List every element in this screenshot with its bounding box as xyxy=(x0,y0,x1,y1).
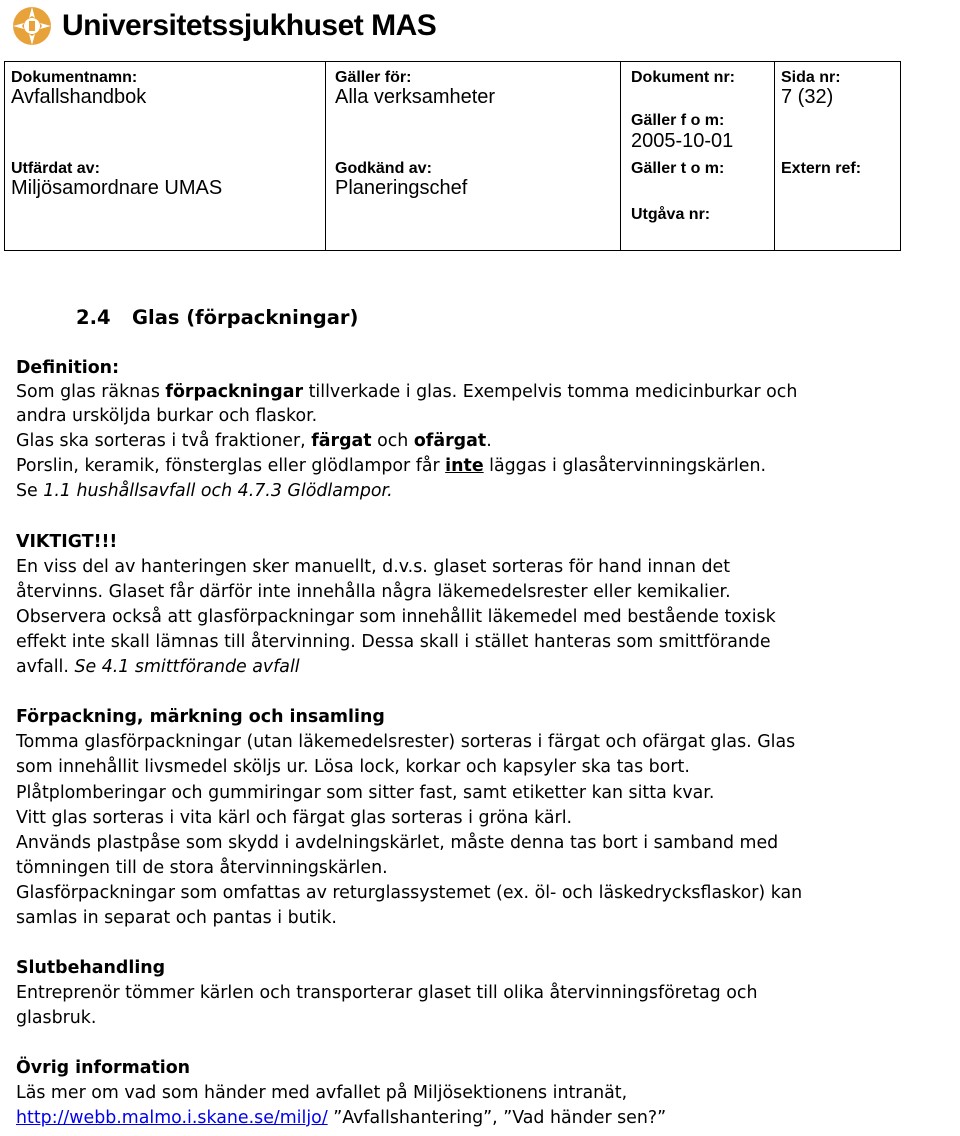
approved-by-label: Godkänd av: xyxy=(335,160,432,177)
final-line-2: glasbruk. xyxy=(16,1008,97,1028)
definition-heading: Definition: xyxy=(16,358,120,378)
definition-line-4: Porslin, keramik, fönsterglas eller glödlampor får inte läggas i glasåtervinningskärlen. xyxy=(16,456,767,476)
definition-line-3: Glas ska sorteras i två fraktioner, färgat och ofärgat. xyxy=(16,431,492,451)
valid-from-label: Gäller f o m: xyxy=(631,112,725,129)
other-heading: Övrig information xyxy=(16,1058,191,1078)
applies-to-label: Gäller för: xyxy=(335,69,412,86)
packaging-line-4: Vitt glas sorteras i vita kärl och färgat glas sorteras i gröna kärl. xyxy=(16,808,573,828)
packaging-line-6: tömningen till de stora återvinningskärlen. xyxy=(16,858,388,878)
valid-to-label: Gäller t o m: xyxy=(631,160,725,177)
applies-to-value: Alla verksamheter xyxy=(335,86,496,108)
other-line-2: http://webb.malmo.i.skane.se/miljo/ ”Avfallshantering”, ”Vad händer sen?” xyxy=(16,1108,667,1128)
packaging-line-7: Glasförpackningar som omfattas av returglassystemet (ex. öl- och läskedrycksflaskor) kan xyxy=(16,883,803,903)
page-value: 7 (32) xyxy=(781,86,834,108)
section-number: 2.4 xyxy=(76,306,111,329)
edition-label: Utgåva nr: xyxy=(631,206,711,223)
doc-no-label: Dokument nr: xyxy=(631,69,735,86)
packaging-line-8: samlas in separat och pantas i butik. xyxy=(16,908,337,928)
ext-ref-label: Extern ref: xyxy=(781,160,862,177)
important-line-5: avfall. Se 4.1 smittförande avfall xyxy=(16,657,300,677)
important-line-3: Observera också att glasförpackningar som innehållit läkemedel med bestående toxisk xyxy=(16,607,776,627)
issued-by-value: Miljösamordnare UMAS xyxy=(11,177,223,199)
definition-line-5: Se 1.1 hushållsavfall och 4.7.3 Glödlampor. xyxy=(16,481,393,501)
doc-name-value: Avfallshandbok xyxy=(11,86,147,108)
logo-emblem-icon xyxy=(10,4,54,48)
important-line-4: effekt inte skall lämnas till återvinning. Dessa skall i stället hanteras som smittförande xyxy=(16,632,771,652)
final-heading: Slutbehandling xyxy=(16,958,166,978)
final-line-1: Entreprenör tömmer kärlen och transporterar glaset till olika återvinningsföretag och xyxy=(16,983,758,1003)
definition-line-1: Som glas räknas förpackningar tillverkade i glas. Exempelvis tomma medicinburkar och xyxy=(16,382,798,402)
miljo-intranet-link[interactable]: http://webb.malmo.i.skane.se/miljo/ xyxy=(16,1108,328,1128)
approved-by-value: Planeringschef xyxy=(335,177,468,199)
important-line-1: En viss del av hanteringen sker manuellt, d.v.s. glaset sorteras för hand innan det xyxy=(16,557,731,577)
important-line-2: återvinns. Glaset får därför inte innehålla några läkemedelsrester eller kemikalier. xyxy=(16,582,731,602)
section-title xyxy=(76,306,358,329)
other-line-1: Läs mer om vad som händer med avfallet på Miljösektionens intranät, xyxy=(16,1083,628,1103)
hospital-logo xyxy=(10,4,436,48)
document-header-table xyxy=(4,61,901,251)
packaging-line-5: Används plastpåse som skydd i avdelningskärlet, måste denna tas bort i samband med xyxy=(16,833,779,853)
packaging-heading: Förpackning, märkning och insamling xyxy=(16,707,385,727)
packaging-line-1: Tomma glasförpackningar (utan läkemedelsrester) sorteras i färgat och ofärgat glas. Glas xyxy=(16,732,796,752)
doc-name-label: Dokumentnamn: xyxy=(11,69,138,86)
valid-from-value: 2005-10-01 xyxy=(631,130,734,152)
issued-by-label: Utfärdat av: xyxy=(11,160,100,177)
packaging-line-2: som innehållit livsmedel sköljs ur. Lösa lock, korkar och kapsyler ska tas bort. xyxy=(16,757,690,777)
packaging-line-3: Plåtplomberingar och gummiringar som sitter fast, samt etiketter kan sitta kvar. xyxy=(16,783,715,803)
page-label: Sida nr: xyxy=(781,69,841,86)
definition-line-2: andra ursköljda burkar och flaskor. xyxy=(16,406,318,426)
logo-text: Universitetssjukhuset MAS xyxy=(62,9,437,42)
section-title-text: Glas (förpackningar) xyxy=(132,306,359,329)
important-heading: VIKTIGT!!! xyxy=(16,532,118,552)
